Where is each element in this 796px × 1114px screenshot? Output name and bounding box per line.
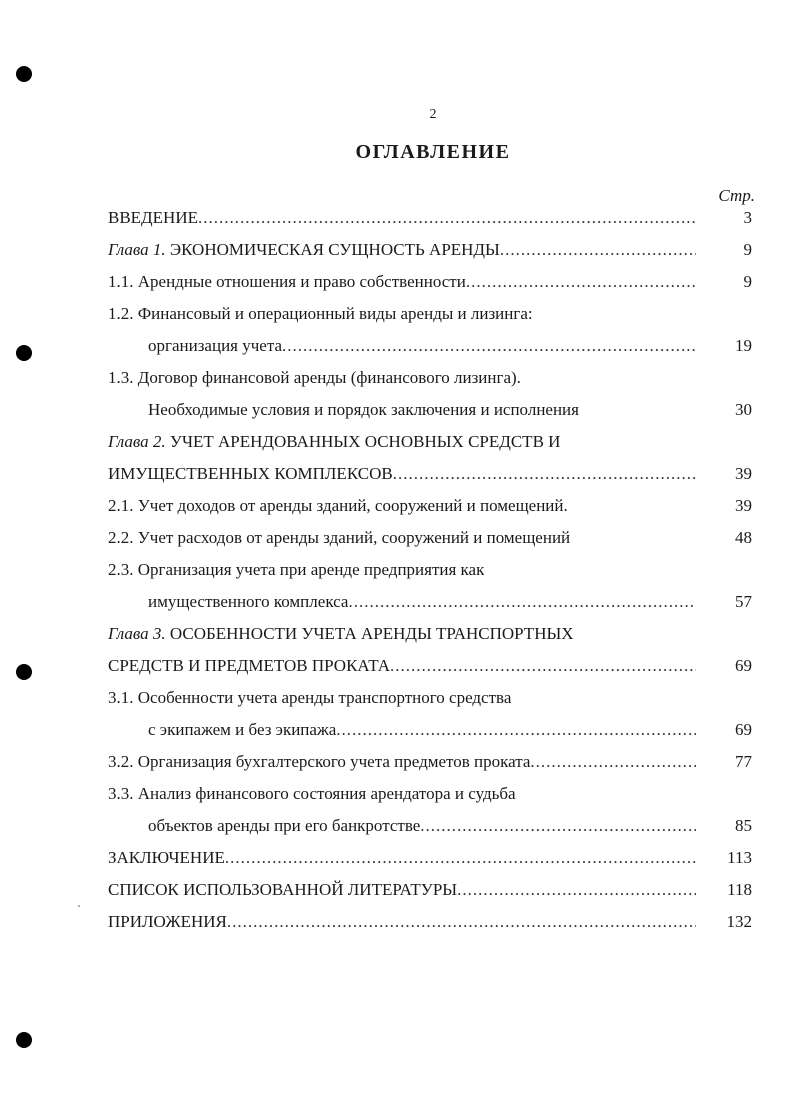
toc-entry-1-3-line-1[interactable] bbox=[108, 366, 752, 390]
toc-entry-1-1[interactable] bbox=[108, 270, 752, 294]
toc-entry-page: 3 bbox=[743, 208, 752, 227]
toc-entry-text: 1.2. Финансовый и операционный виды аренды и лизинга: bbox=[108, 304, 533, 323]
toc-entry-chapter-2-line-2[interactable] bbox=[108, 462, 752, 486]
toc-entry-3-2[interactable] bbox=[108, 750, 752, 774]
toc-entry-text: 3.3. Анализ финансового состояния арендатора и судьба bbox=[108, 784, 516, 803]
toc-entry-text: 2.3. Организация учета при аренде предприятия как bbox=[108, 560, 485, 579]
toc-entry-page: 30 bbox=[735, 400, 752, 419]
toc-entry-3-1-line-1[interactable] bbox=[108, 686, 752, 710]
toc-entry-text: 1.1. Арендные отношения и право собственности bbox=[108, 272, 466, 291]
toc-entry-text: 1.3. Договор финансовой аренды (финансового лизинга). bbox=[108, 368, 521, 387]
toc-entry-page: 9 bbox=[743, 240, 752, 259]
toc-entry-text: 3.2. Организация бухгалтерского учета предметов проката bbox=[108, 752, 531, 771]
toc-entry-chapter-3-line-2[interactable] bbox=[108, 654, 752, 678]
toc-entry-2-2[interactable] bbox=[108, 526, 752, 550]
toc-entry-text: организация учета bbox=[148, 336, 283, 355]
toc-entry-2-3-line-2[interactable] bbox=[148, 590, 752, 614]
toc-entry-1-2-line-1[interactable] bbox=[108, 302, 752, 326]
chapter-prefix: Глава 1. bbox=[108, 240, 166, 259]
toc-entry-references[interactable] bbox=[108, 878, 752, 902]
toc-entry-text: ЭКОНОМИЧЕСКАЯ СУЩНОСТЬ АРЕНДЫ bbox=[165, 240, 500, 259]
page-number: 2 bbox=[429, 107, 437, 122]
dot-leader bbox=[198, 206, 696, 230]
toc-entry-page: 9 bbox=[743, 272, 752, 291]
toc-entry-page: 69 bbox=[735, 720, 752, 739]
toc-entry-chapter-1[interactable] bbox=[108, 238, 752, 262]
dot-leader bbox=[393, 462, 696, 486]
toc-entry-text: с экипажем и без экипажа bbox=[148, 720, 337, 739]
dot-leader bbox=[282, 334, 696, 358]
toc-entry-1-2-line-2[interactable] bbox=[148, 334, 752, 358]
toc-entry-3-1-line-2[interactable] bbox=[148, 718, 752, 742]
toc-entry-text: УЧЕТ АРЕНДОВАННЫХ ОСНОВНЫХ СРЕДСТВ И bbox=[165, 432, 561, 451]
toc-entry-3-3-line-2[interactable] bbox=[148, 814, 752, 838]
toc-entry-introduction[interactable] bbox=[108, 206, 752, 230]
toc-entry-page: 48 bbox=[735, 528, 752, 547]
toc-entry-page: 69 bbox=[735, 656, 752, 675]
dot-leader bbox=[390, 654, 696, 678]
toc-entry-text: ПРИЛОЖЕНИЯ bbox=[108, 912, 227, 931]
dot-leader bbox=[457, 878, 696, 902]
toc-entry-text: 2.2. Учет расходов от аренды зданий, сооружений и помещений bbox=[108, 528, 571, 547]
toc-entry-page: 85 bbox=[735, 816, 752, 835]
toc-entry-text: СПИСОК ИСПОЛЬЗОВАННОЙ ЛИТЕРАТУРЫ bbox=[108, 880, 458, 899]
toc-entry-page: 57 bbox=[735, 592, 752, 611]
toc-entry-page: 132 bbox=[726, 912, 752, 931]
dot-leader bbox=[336, 718, 696, 742]
toc-entry-page: 118 bbox=[727, 880, 752, 899]
toc-entry-2-3-line-1[interactable] bbox=[108, 558, 752, 582]
dot-leader bbox=[466, 270, 696, 294]
toc-entry-3-3-line-1[interactable] bbox=[108, 782, 752, 806]
toc-entry-text: ОСОБЕННОСТИ УЧЕТА АРЕНДЫ ТРАНСПОРТНЫХ bbox=[165, 624, 574, 643]
page-column-label: Стр. bbox=[718, 186, 755, 205]
toc-entry-page: 77 bbox=[735, 752, 752, 771]
toc-entry-text: 2.1. Учет доходов от аренды зданий, сооружений и помещений. bbox=[108, 496, 568, 515]
toc-entry-text: Необходимые условия и порядок заключения и исполнения bbox=[148, 400, 579, 419]
dot-leader bbox=[500, 238, 696, 262]
toc-entry-appendices[interactable] bbox=[108, 910, 752, 934]
toc-entry-page: 39 bbox=[735, 464, 752, 483]
toc-entry-text: 3.1. Особенности учета аренды транспортного средства bbox=[108, 688, 512, 707]
toc-entry-chapter-3-line-1[interactable] bbox=[108, 622, 752, 646]
toc-entry-page: 39 bbox=[735, 496, 752, 515]
toc-entry-text: объектов аренды при его банкротстве bbox=[148, 816, 421, 835]
toc-entry-conclusion[interactable] bbox=[108, 846, 752, 870]
dot-leader bbox=[225, 846, 696, 870]
toc-entry-chapter-2-line-1[interactable] bbox=[108, 430, 752, 454]
toc-entry-2-1[interactable] bbox=[108, 494, 752, 518]
toc-entry-text: ВВЕДЕНИЕ bbox=[108, 208, 198, 227]
toc-entry-text: ЗАКЛЮЧЕНИЕ bbox=[108, 848, 225, 867]
dot-leader bbox=[227, 910, 696, 934]
toc-entry-text: СРЕДСТВ И ПРЕДМЕТОВ ПРОКАТА bbox=[108, 656, 391, 675]
chapter-prefix: Глава 3. bbox=[108, 624, 166, 643]
dot-leader bbox=[530, 750, 696, 774]
toc-entry-page: 19 bbox=[735, 336, 752, 355]
toc-entry-1-3-line-2[interactable] bbox=[148, 398, 752, 422]
toc-entry-page: 113 bbox=[727, 848, 752, 867]
toc-entry-text: ИМУЩЕСТВЕННЫХ КОМПЛЕКСОВ bbox=[108, 464, 393, 483]
dot-leader bbox=[348, 590, 696, 614]
dot-leader bbox=[420, 814, 696, 838]
chapter-prefix: Глава 2. bbox=[108, 432, 166, 451]
page-title: ОГЛАВЛЕНИЕ bbox=[355, 141, 511, 163]
toc-entry-text: имущественного комплекса bbox=[148, 592, 349, 611]
